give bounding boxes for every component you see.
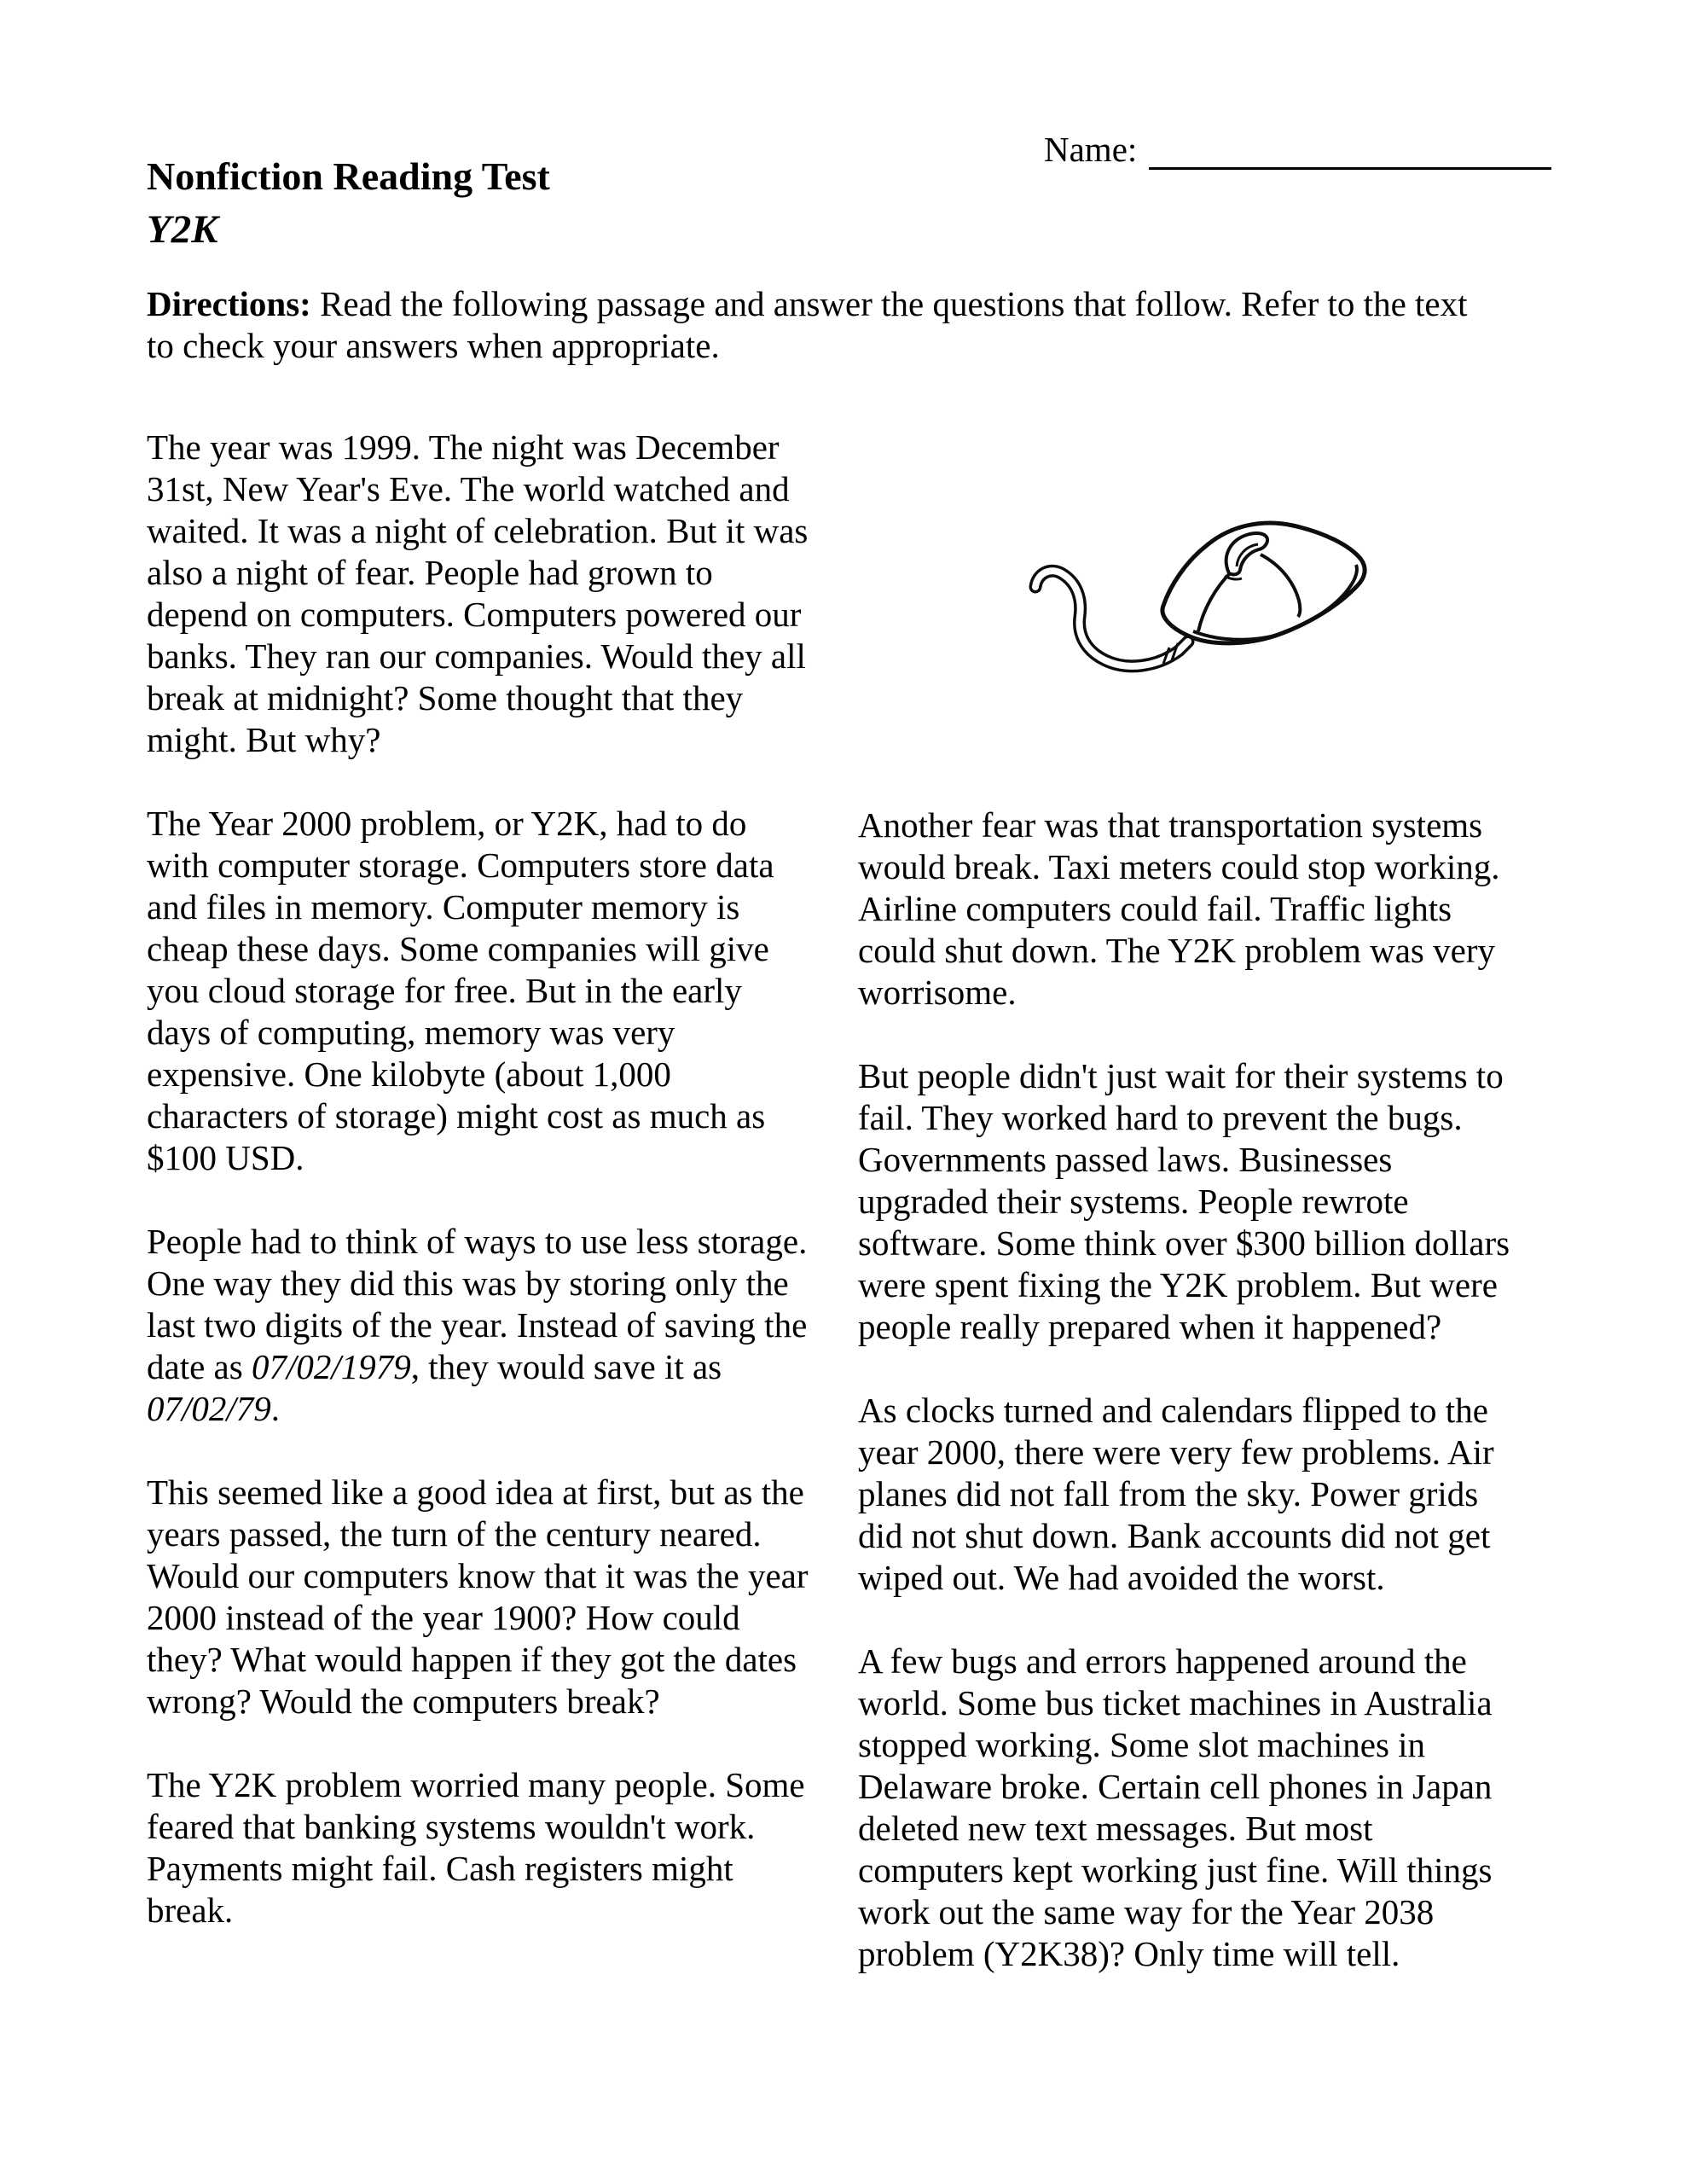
paragraph-two-digit-dates [147, 1221, 812, 1430]
paragraph-bugs-worldwide: A few bugs and errors happened around the world. Some bus ticket machines in Australia stopped working. Some slot machines in Delaware broke. Certain cell phones in Japan deleted new text messages. But most computers kept working just fine. Will things work out the same way for the Year 2038 problem (Y2K38)? Only time will tell. [858, 1641, 1493, 1973]
paragraph-worried: The Y2K problem worried many people. Some feared that banking systems wouldn't work. Payments might fail. Cash registers might break. [147, 1765, 805, 1930]
directions-text: Read the following passage and answer the questions that follow. Refer to the text to check your answers when appropriate. [147, 284, 1468, 365]
paragraph-storage-cost: The Year 2000 problem, or Y2K, had to do with computer storage. Computers store data and files in memory. Computer memory is cheap these days. Some companies will give you cloud storage for free. But in the early days of computing, memory was very expensive. One kilobyte (about 1,000 characters of storage) might cost as much as $100 USD. [147, 804, 774, 1177]
page-subtitle: Y2K [147, 207, 218, 252]
p3-text-1: People had to think of ways to use less storage. One way they did this was by storing only the last two digits of the year. Instead of saving the date as [147, 1222, 808, 1386]
passage-columns [147, 427, 1545, 2017]
date-full-italic: 07/02/1979 [251, 1347, 411, 1386]
paragraph-transportation: Another fear was that transportation systems would break. Taxi meters could stop working. Airline computers could fail. Traffic lights could shut down. The Y2K problem was very worrisome. [858, 805, 1500, 1012]
name-row [1044, 128, 1551, 170]
date-short-italic: 07/02/79 [147, 1389, 271, 1428]
directions [147, 283, 1494, 367]
paragraph-intro: The year was 1999. The night was December 31st, New Year's Eve. The world watched and waited. It was a night of celebration. But it was also a night of fear. People had grown to depend on computers. Computers powered our banks. They ran our companies. Would they all break at midnight? Some thought that they might. But why? [147, 427, 809, 759]
p3-text-2: , they would save it as [410, 1347, 722, 1386]
name-label: Name: [1044, 130, 1138, 169]
figure-area [858, 427, 1523, 804]
p3-text-3: . [270, 1389, 281, 1428]
paragraph-few-problems: As clocks turned and calendars flipped to the year 2000, there were very few problems. Air planes did not fall from the sky. Power grids did not shut down. Bank accounts did not get wiped out. We had avoided the worst. [858, 1391, 1494, 1597]
name-blank-line [1149, 128, 1551, 170]
computer-mouse-illustration [981, 486, 1407, 708]
directions-label: Directions: [147, 284, 311, 323]
paragraph-good-idea: This seemed like a good idea at first, but as the years passed, the turn of the century neared. Would our computers know that it was the year 2000 instead of the year 1900? How could they? What would happen if they got the dates wrong? Would the computers break? [147, 1472, 809, 1721]
paragraph-prevention: But people didn't just wait for their systems to fail. They worked hard to prevent the bugs. Governments passed laws. Businesses upgraded their systems. People rewrote software. Some think over $300 billion dollars were spent fixing the Y2K problem. But were people really prepared when it happened? [858, 1056, 1510, 1346]
page-title: Nonfiction Reading Test [147, 154, 550, 198]
passage-column-right [858, 427, 1523, 2017]
passage-column-left [147, 427, 812, 1973]
